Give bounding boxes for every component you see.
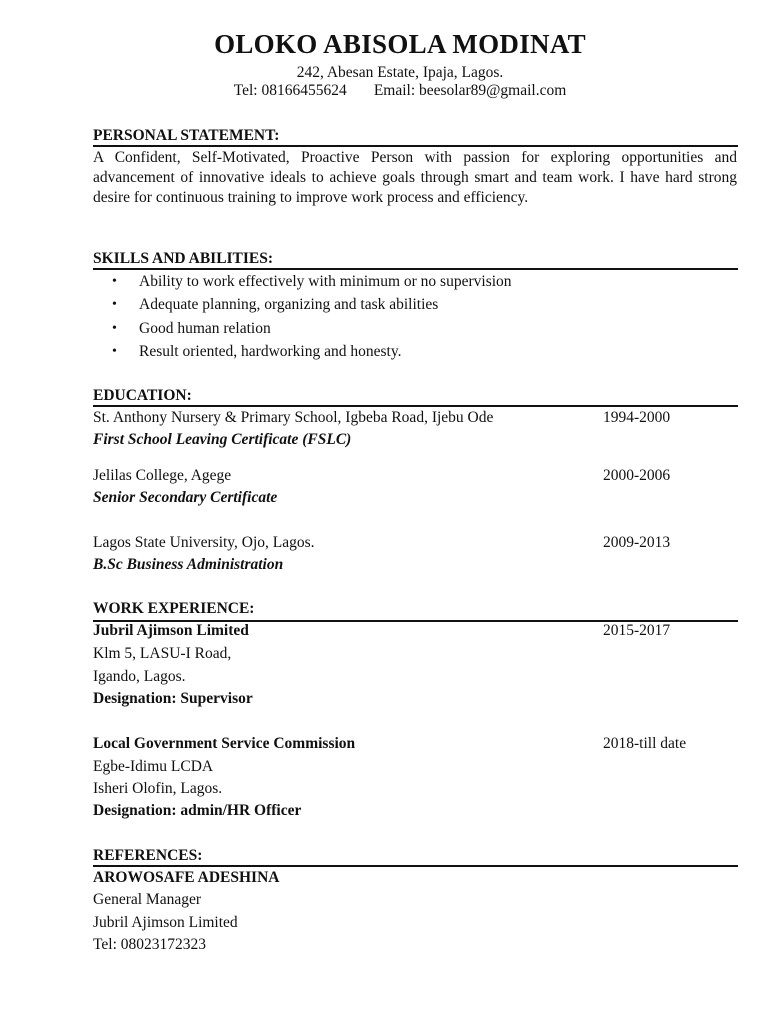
bullet-icon: • xyxy=(112,297,117,313)
referee-title: General Manager xyxy=(93,891,202,908)
skill-text: Adequate planning, organizing and task abilities xyxy=(139,296,439,314)
candidate-name: OLOKO ABISOLA MODINAT xyxy=(214,29,586,59)
skill-text: Result oriented, hardworking and honesty. xyxy=(139,343,402,361)
qualification: B.Sc Business Administration xyxy=(93,556,284,573)
employer-address: Egbe-Idimu LCDA xyxy=(93,758,214,775)
school-name: Lagos State University, Ojo, Lagos. xyxy=(93,534,315,551)
contact-line: Tel: 08166455624 Email: beesolar89@gmail.com xyxy=(233,82,567,99)
address-line: 242, Abesan Estate, Ipaja, Lagos. xyxy=(296,64,504,81)
skills-heading: SKILLS AND ABILITIES: xyxy=(93,250,274,267)
bullet-icon: • xyxy=(112,320,117,336)
referee-name: AROWOSAFE ADESHINA xyxy=(93,869,280,886)
education-years: 2000-2006 xyxy=(603,467,671,484)
school-name: St. Anthony Nursery & Primary School, Igbeba Road, Ijebu Ode xyxy=(93,409,494,426)
skills-list xyxy=(112,272,512,366)
work-years: 2018-till date xyxy=(603,735,687,752)
employer-address: Igando, Lagos. xyxy=(93,668,186,685)
section-divider xyxy=(93,865,738,867)
employer-name: Local Government Service Commission xyxy=(93,735,356,752)
school-name: Jelilas College, Agege xyxy=(93,467,232,484)
bullet-icon: • xyxy=(112,274,117,289)
personal-statement-text: A Confident, Self-Motivated, Proactive Person with passion for exploring opportunities and advancement of innovative ideals to achieve goals through smart and team work. I have hard strong desire for continuous training to improve work process and efficiency. xyxy=(93,149,737,206)
skill-text: Ability to work effectively with minimum or no supervision xyxy=(139,273,512,290)
designation: Designation: Supervisor xyxy=(93,690,253,707)
list-item xyxy=(112,272,512,295)
education-heading: EDUCATION: xyxy=(93,387,192,404)
section-divider xyxy=(93,405,738,407)
qualification: Senior Secondary Certificate xyxy=(93,489,278,506)
education-years: 1994-2000 xyxy=(603,409,671,426)
section-divider xyxy=(93,268,738,270)
skill-text: Good human relation xyxy=(139,319,271,337)
employer-name: Jubril Ajimson Limited xyxy=(93,622,249,639)
section-divider xyxy=(93,145,738,147)
list-item xyxy=(112,342,512,365)
references-heading: REFERENCES: xyxy=(93,847,203,864)
personal-statement-heading: PERSONAL STATEMENT: xyxy=(93,127,280,144)
employer-address: Isheri Olofin, Lagos. xyxy=(93,780,223,797)
referee-company: Jubril Ajimson Limited xyxy=(93,914,238,931)
referee-phone: Tel: 08023172323 xyxy=(93,936,207,953)
employer-address: Klm 5, LASU-I Road, xyxy=(93,645,232,662)
work-years: 2015-2017 xyxy=(603,622,671,639)
education-years: 2009-2013 xyxy=(603,534,671,551)
bullet-icon: • xyxy=(112,344,117,360)
list-item xyxy=(112,295,512,318)
list-item xyxy=(112,319,512,342)
qualification: First School Leaving Certificate (FSLC) xyxy=(93,431,352,448)
designation: Designation: admin/HR Officer xyxy=(93,802,302,819)
work-experience-heading: WORK EXPERIENCE: xyxy=(93,600,255,617)
